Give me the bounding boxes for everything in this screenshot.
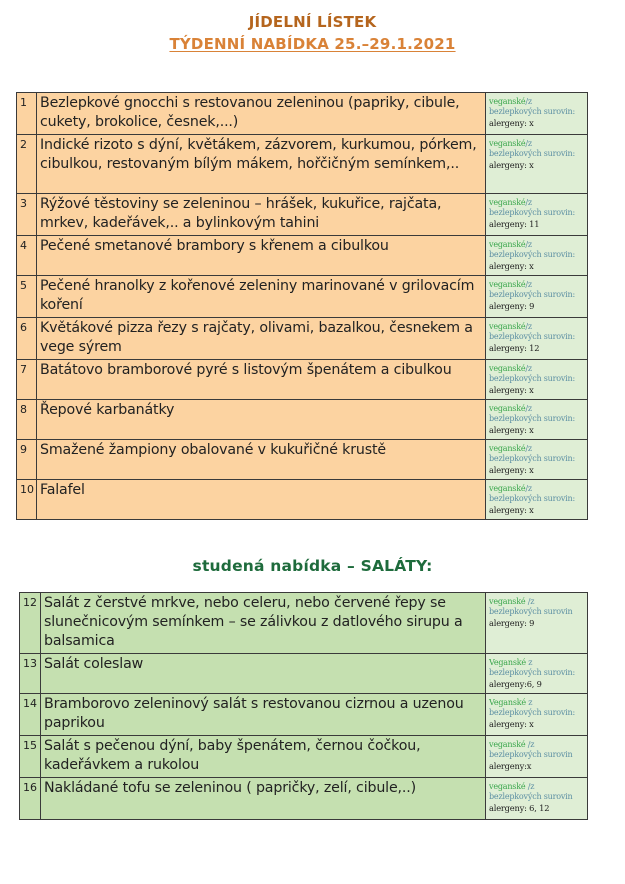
dish-info	[486, 360, 588, 400]
allergens: alergeny: x	[489, 118, 534, 128]
vegan-label: Veganské	[489, 698, 526, 707]
item-number: 16	[20, 778, 41, 820]
vegan-label: veganské	[489, 139, 526, 148]
dish-name: Nakládané tofu se zeleninou ( papričky, zelí, cibule,..)	[41, 778, 486, 820]
allergens: alergeny: x	[489, 719, 534, 729]
menu-row	[17, 194, 588, 236]
hot-menu-table	[16, 92, 588, 520]
salads-section-title: studená nabídka – SALÁTY:	[192, 557, 433, 575]
menu-row	[17, 135, 588, 194]
item-number: 1	[17, 93, 37, 135]
dish-info	[486, 694, 588, 736]
allergens: alergeny:x	[489, 761, 532, 771]
vegan-label: veganské	[489, 97, 526, 106]
allergens: alergeny: x	[489, 505, 534, 515]
vegan-label: veganské	[489, 198, 526, 207]
vegan-label: veganské	[489, 322, 526, 331]
menu-row	[17, 480, 588, 520]
item-number: 14	[20, 694, 41, 736]
dish-name: Batátovo bramborové pyré s listovým špenátem a cibulkou	[37, 360, 486, 400]
item-number: 10	[17, 480, 37, 520]
dish-info	[486, 135, 588, 194]
dish-info	[486, 236, 588, 276]
vegan-label: veganské	[489, 484, 526, 493]
dish-name: Rýžové těstoviny se zeleninou – hrášek, kukuřice, rajčata, mrkev, kadeřávek,.. a bylinkovým tahini	[37, 194, 486, 236]
menu-row	[20, 778, 588, 820]
dish-name: Smažené žampiony obalované v kukuřičné krustě	[37, 440, 486, 480]
item-number: 12	[20, 593, 41, 654]
menu-row	[20, 654, 588, 694]
salads-menu-table	[19, 592, 588, 820]
dish-name: Řepové karbanátky	[37, 400, 486, 440]
dish-info	[486, 276, 588, 318]
dish-name: Pečené hranolky z kořenové zeleniny marinované v grilovacím koření	[37, 276, 486, 318]
dish-info	[486, 400, 588, 440]
gluten-free-label: /z bezlepkových surovin:	[489, 240, 575, 259]
allergens: alergeny: 9	[489, 301, 535, 311]
item-number: 3	[17, 194, 37, 236]
weekly-offer-subtitle: TÝDENNÍ NABÍDKA 25.–29.1.2021	[169, 35, 456, 53]
menu-row	[17, 236, 588, 276]
menu-row	[20, 736, 588, 778]
gluten-free-label: /z bezlepkových surovin:	[489, 444, 575, 463]
gluten-free-label: /z bezlepkových surovin	[489, 740, 573, 759]
menu-row	[17, 400, 588, 440]
dish-info	[486, 93, 588, 135]
vegan-label: veganské	[489, 240, 526, 249]
item-number: 2	[17, 135, 37, 194]
menu-row	[17, 440, 588, 480]
gluten-free-label: /z bezlepkových surovin:	[489, 364, 575, 383]
gluten-free-label: /z bezlepkových surovin	[489, 782, 573, 801]
allergens: alergeny:6, 9	[489, 679, 542, 689]
menu-row	[17, 276, 588, 318]
item-number: 6	[17, 318, 37, 360]
dish-info	[486, 736, 588, 778]
gluten-free-label: /z bezlepkových surovin:	[489, 97, 575, 116]
allergens: alergeny: 12	[489, 343, 540, 353]
vegan-label: veganské	[489, 782, 526, 791]
vegan-label: veganské	[489, 444, 526, 453]
item-number: 7	[17, 360, 37, 400]
dish-name: Bramborovo zeleninový salát s restovanou cizrnou a uzenou paprikou	[41, 694, 486, 736]
item-number: 4	[17, 236, 37, 276]
allergens: alergeny: x	[489, 465, 534, 475]
vegan-label: veganské	[489, 404, 526, 413]
dish-name: Salát coleslaw	[41, 654, 486, 694]
gluten-free-label: /z bezlepkových surovin:	[489, 322, 575, 341]
dish-name: Květákové pizza řezy s rajčaty, olivami, bazalkou, česnekem a vege sýrem	[37, 318, 486, 360]
allergens: alergeny: x	[489, 425, 534, 435]
dish-info	[486, 480, 588, 520]
vegan-label: veganské	[489, 597, 526, 606]
item-number: 8	[17, 400, 37, 440]
gluten-free-label: /z bezlepkových surovin:	[489, 404, 575, 423]
menu-row	[17, 360, 588, 400]
menu-row	[17, 318, 588, 360]
vegan-label: veganské	[489, 280, 526, 289]
allergens: alergeny: 9	[489, 618, 535, 628]
gluten-free-label: z bezlepkových surovin:	[489, 658, 575, 677]
menu-title: JÍDELNÍ LÍSTEK	[248, 13, 377, 31]
dish-info	[486, 593, 588, 654]
dish-name: Salát z čerstvé mrkve, nebo celeru, nebo červené řepy se slunečnicovým semínkem – se zálivkou z datlového sirupu a balsamica	[41, 593, 486, 654]
item-number: 9	[17, 440, 37, 480]
vegan-label: veganské	[489, 364, 526, 373]
vegan-label: Veganské	[489, 658, 526, 667]
vegan-label: veganské	[489, 740, 526, 749]
gluten-free-label: /z bezlepkových surovin:	[489, 139, 575, 158]
item-number: 15	[20, 736, 41, 778]
gluten-free-label: /z bezlepkových surovin:	[489, 198, 575, 217]
dish-info	[486, 194, 588, 236]
dish-info	[486, 778, 588, 820]
gluten-free-label: /z bezlepkových surovin:	[489, 280, 575, 299]
allergens: alergeny: x	[489, 160, 534, 170]
menu-row	[20, 593, 588, 654]
item-number: 5	[17, 276, 37, 318]
item-number: 13	[20, 654, 41, 694]
gluten-free-label: /z bezlepkových surovin:	[489, 484, 575, 503]
dish-info	[486, 440, 588, 480]
allergens: alergeny: 6, 12	[489, 803, 550, 813]
gluten-free-label: z bezlepkových surovin:	[489, 698, 575, 717]
allergens: alergeny: x	[489, 385, 534, 395]
dish-info	[486, 318, 588, 360]
dish-name: Falafel	[37, 480, 486, 520]
dish-name: Bezlepkové gnocchi s restovanou zeleninou (papriky, cibule, cukety, brokolice, česnek,...)	[37, 93, 486, 135]
menu-row	[17, 93, 588, 135]
dish-info	[486, 654, 588, 694]
dish-name: Salát s pečenou dýní, baby špenátem, černou čočkou, kadeřávkem a rukolou	[41, 736, 486, 778]
menu-row	[20, 694, 588, 736]
dish-name: Pečené smetanové brambory s křenem a cibulkou	[37, 236, 486, 276]
allergens: alergeny: x	[489, 261, 534, 271]
gluten-free-label: /z bezlepkových surovin	[489, 597, 573, 616]
allergens: alergeny: 11	[489, 219, 540, 229]
dish-name: Indické rizoto s dýní, květákem, zázvorem, kurkumou, pórkem, cibulkou, restovaným bílým mákem, hořčičným semínkem,..	[37, 135, 486, 194]
